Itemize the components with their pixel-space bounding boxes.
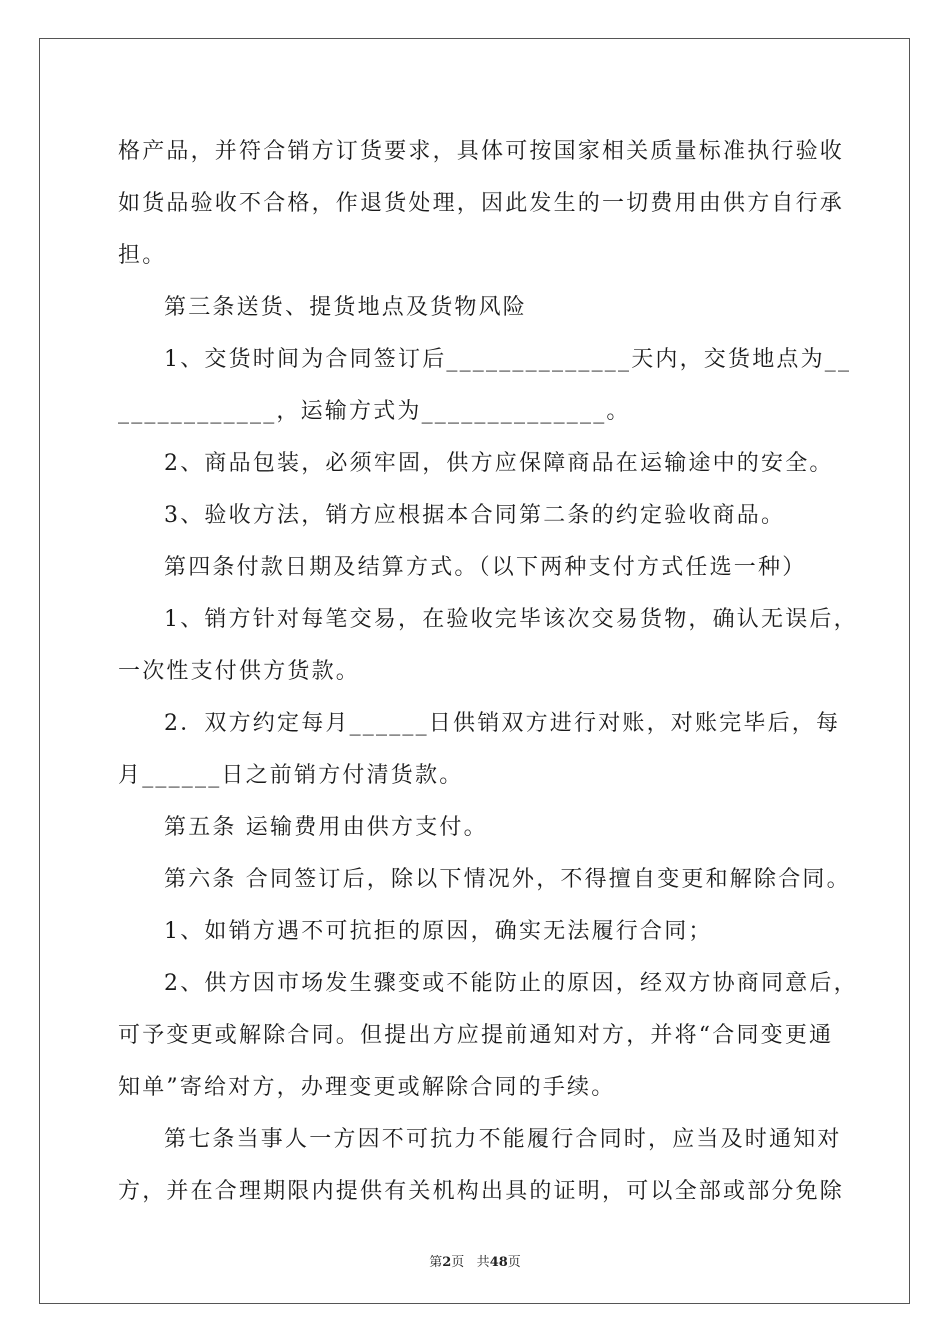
page-suffix: 页 xyxy=(451,1255,465,1270)
page-footer xyxy=(0,1251,950,1270)
text-line: 方，并在合理期限内提供有关机构出具的证明，可以全部或部分免除 xyxy=(118,1179,845,1204)
text-line: 1、销方针对每笔交易，在验收完毕该次交易货物，确认无误后， xyxy=(164,607,858,632)
text-line: 可予变更或解除合同。但提出方应提前通知对方，并将“合同变更通 xyxy=(118,1023,834,1048)
text-line: 第五条 运输费用由供方支付。 xyxy=(164,815,488,840)
text-line: 一次性支付供方货款。 xyxy=(118,659,361,684)
text-line: ____________，运输方式为______________。 xyxy=(118,399,631,424)
total-suffix: 页 xyxy=(507,1255,521,1270)
page-number: 2 xyxy=(442,1255,452,1270)
text-line: 第三条送货、提货地点及货物风险 xyxy=(164,295,528,320)
total-prefix: 共 xyxy=(476,1255,490,1270)
total-pages: 48 xyxy=(489,1255,508,1270)
text-line: 1、如销方遇不可抗拒的原因，确实无法履行合同； xyxy=(164,919,713,944)
text-line: 第四条付款日期及结算方式。（以下两种支付方式任选一种） xyxy=(164,555,807,580)
page-prefix: 第 xyxy=(429,1255,443,1270)
text-line: 第七条当事人一方因不可抗力不能履行合同时，应当及时通知对 xyxy=(164,1127,842,1152)
text-line: 知单”寄给对方，办理变更或解除合同的手续。 xyxy=(118,1075,616,1100)
text-line: 2、商品包装，必须牢固，供方应保障商品在运输途中的安全。 xyxy=(164,451,834,476)
text-line: 第六条 合同签订后，除以下情况外，不得擅自变更和解除合同。 xyxy=(164,867,851,892)
text-line: 月______日之前销方付清货款。 xyxy=(118,763,464,788)
text-line: 2．双方约定每月______日供销双方进行对账，对账完毕后，每 xyxy=(164,711,841,736)
document-body xyxy=(118,126,858,1218)
text-line: 如货品验收不合格，作退货处理，因此发生的一切费用由供方自行承 xyxy=(118,191,845,216)
text-line: 格产品，并符合销方订货要求，具体可按国家相关质量标准执行验收 xyxy=(118,139,845,164)
text-line: 3、验收方法，销方应根据本合同第二条的约定验收商品。 xyxy=(164,503,786,528)
text-line: 2、供方因市场发生骤变或不能防止的原因，经双方协商同意后， xyxy=(164,971,858,996)
text-line: 担。 xyxy=(118,243,167,268)
text-line: 1、交货时间为合同签订后______________天内，交货地点为__ xyxy=(164,347,852,372)
